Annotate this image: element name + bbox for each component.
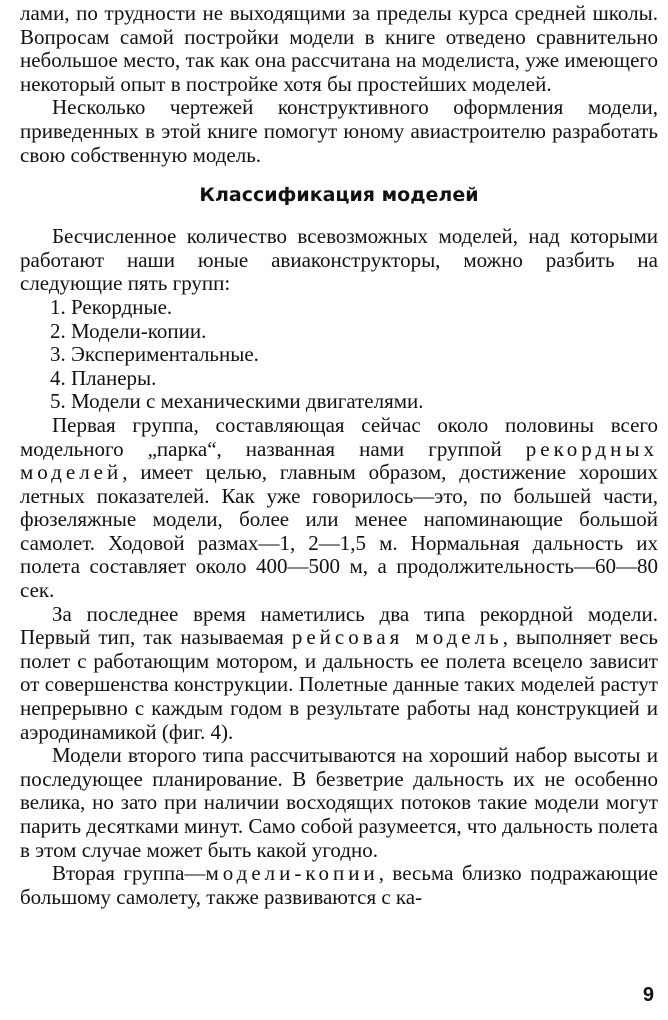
recent-types-text-c: , выполняет весь полет с работающим мотором, и дальность ее полета всецело зависит от совершенства конструкции. Полетные данные таких моделей растут непрерывно с каждым годом в результате работы над конструкцией и аэродинамикой (фиг. 4). (20, 625, 659, 744)
list-item: 1. Рекордные. (50, 294, 173, 319)
recent-types-text-a: За последнее время наметились два типа рекордной модели. Первый тип, так называемая (20, 601, 658, 650)
recent-types-paragraph (20, 603, 658, 745)
record-models-term: рекордных моделей (20, 436, 658, 485)
intro-paragraph: Несколько чертежей конструктивного оформления модели, приведенных в этой книге помогут юному авиастроителю разработать свою собственную модель. (20, 95, 658, 167)
model-group-list (20, 296, 658, 414)
list-item: 4. Планеры. (50, 365, 157, 390)
first-group-text-a: Первая группа, составляющая сейчас около половины всего модельного „парка“, названная нами группой (20, 412, 658, 461)
first-group-text-c: , имеет целью, главным образом, достижение хороших летных показателей. Как уже говорилось—это, по большей части, фюзеляжные модели, более или менее напоминающие большой самолет. Ходовой размах—1, 2—1,5 м. Нормальная дальность их полета составляет около 400—500 м, а продолжительность—60—80 сек. (20, 460, 658, 603)
second-type-paragraph: Модели второго типа рассчитываются на хороший набор высоты и последующее планирование. В безветрие дальность их не особенно велика, но зато при наличии восходящих потоков такие модели могут парить десятками минут. Само собой разумеется, что дальность полета в этом случае может быть какой угодно. (20, 743, 658, 862)
list-item: 3. Экспериментальные. (50, 342, 259, 367)
page-number: 9 (642, 984, 654, 1007)
list-item: 2. Модели-копии. (50, 318, 207, 343)
intro-paragraph-continued: лами, по трудности не выходящими за пределы курса средней школы. Вопросам самой постройки модели в книге отведено сравнительно небольшое место, так как она рассчитана на моделиста, уже имеющего некоторый опыт в постройке хотя бы простейших моделей. (20, 1, 658, 96)
first-group-paragraph (20, 414, 658, 603)
copy-models-term: модели-копии (205, 861, 379, 886)
section-heading: Классификация моделей (199, 184, 479, 207)
list-item: 5. Модели с механическими двигателями. (50, 389, 424, 414)
classification-paragraph: Бесчисленное количество всевозможных моделей, над которыми работают наши юные авиаконструкторы, можно разбить на следующие пять групп: (20, 224, 658, 296)
cruise-model-term: рейсовая модель (291, 625, 503, 650)
second-group-paragraph (20, 862, 658, 909)
second-group-text-a: Вторая группа— (52, 861, 206, 886)
second-group-text-c: , весьма близко подражающие большому самолету, также развиваются с ка- (20, 861, 658, 909)
